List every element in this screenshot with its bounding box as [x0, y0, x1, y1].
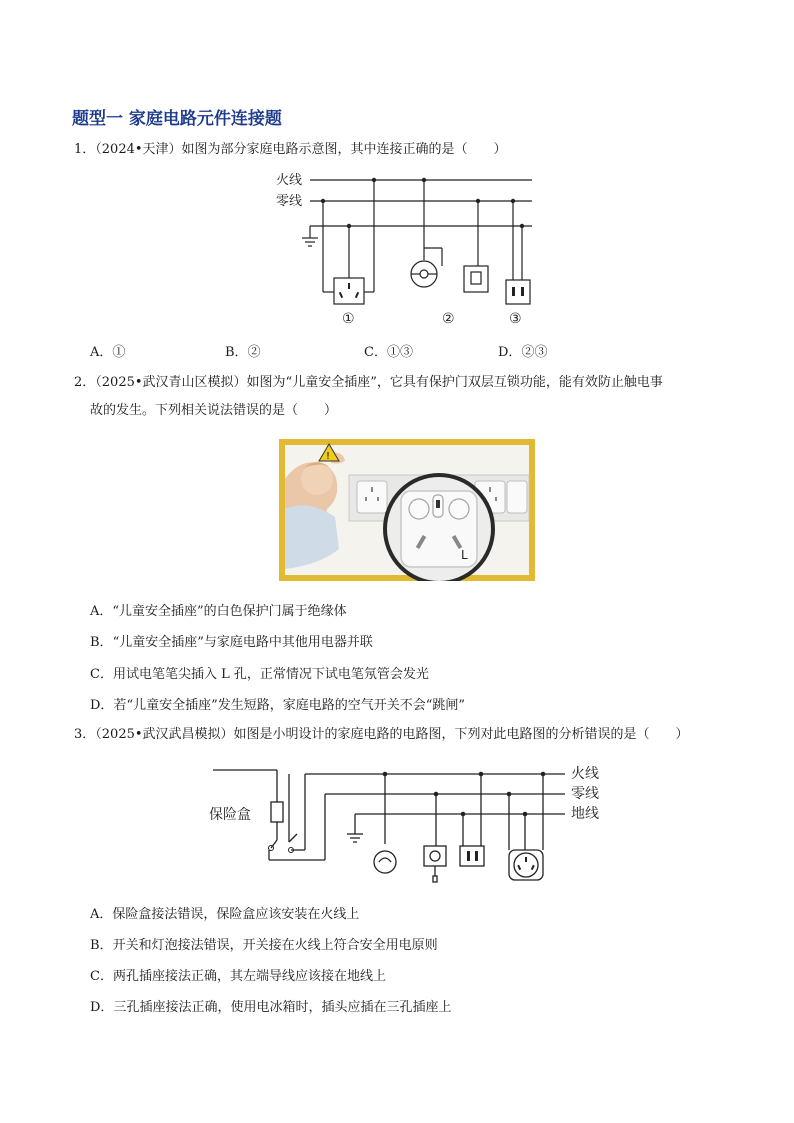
q2-option-b[interactable]: B．“儿童安全插座”与家庭电路中其他用电器并联: [90, 635, 373, 650]
q3-option-b[interactable]: B．开关和灯泡接法错误，开关接在火线上符合安全用电原则: [90, 938, 438, 953]
q2-option-d[interactable]: D．若“儿童安全插座”发生短路，家庭电路的空气开关不会“跳闸”: [90, 698, 466, 713]
q1-option-d[interactable]: D．②③: [498, 345, 548, 360]
pull-switch: [424, 846, 446, 866]
question-number: 3．: [74, 727, 96, 742]
q3-option-a[interactable]: A．保险盒接法错误，保险盒应该安装在火线上: [90, 907, 360, 922]
ground-wire-label: 地线: [571, 806, 599, 822]
q3-option-d[interactable]: D．三孔插座接法正确，使用电冰箱时，插头应插在三孔插座上: [90, 1000, 452, 1015]
svg-text:!: !: [326, 451, 331, 462]
question-text: 如图是小明设计的家庭电路的电路图，下列对此电路图的分析错误的是（ ）: [233, 727, 689, 742]
question-source: （2025•武汉青山区模拟）: [95, 375, 247, 390]
question-source: （2025•武汉武昌模拟）: [95, 727, 234, 742]
question-number: 2．: [74, 375, 96, 390]
section-title: 题型一 家庭电路元件连接题: [72, 109, 282, 129]
component-label-3: ③: [509, 311, 522, 327]
switch-box: [464, 266, 488, 292]
two-hole-socket: [460, 846, 484, 866]
question-number: 1．: [74, 142, 96, 157]
q3-circuit-diagram: [205, 758, 620, 888]
question-2-stem-cont: 故的发生。下列相关说法错误的是（ ）: [90, 403, 338, 418]
question-text: 如图为部分家庭电路示意图，其中连接正确的是（ ）: [181, 142, 507, 157]
live-wire-label: 火线: [571, 766, 599, 782]
component-label-1: ①: [342, 311, 355, 327]
question-3-stem: [74, 725, 689, 745]
q1-option-c[interactable]: C．①③: [364, 345, 413, 360]
three-hole-socket-1: [334, 278, 364, 304]
neutral-wire-label: 零线: [276, 194, 303, 209]
live-wire-label: 火线: [276, 173, 303, 188]
q2-option-c[interactable]: C．用试电笔笔尖插入 L 孔，正常情况下试电笔氖管会发光: [90, 667, 429, 682]
q3-option-c[interactable]: C．两孔插座接法正确，其左端导线应该接在地线上: [90, 969, 386, 984]
q1-option-b[interactable]: B．②: [225, 345, 261, 360]
q1-circuit-diagram: [270, 168, 545, 328]
q2-option-a[interactable]: A．“儿童安全插座”的白色保护门属于绝缘体: [90, 604, 347, 619]
socket-hole-label: L: [461, 548, 468, 562]
question-source: （2024•天津）: [95, 142, 182, 157]
question-2-stem: [74, 373, 663, 393]
child-safety-socket-photo: [279, 439, 535, 581]
question-text: 如图为“儿童安全插座”，它具有保护门双层互锁功能，能有效防止触电事: [246, 375, 663, 390]
fuse-box-label: 保险盒: [209, 807, 251, 823]
question-1-stem: [74, 140, 507, 160]
bulb-icon: [374, 851, 396, 873]
component-label-2: ②: [442, 311, 455, 327]
q1-option-a[interactable]: A．①: [90, 345, 126, 360]
fuse-box: [271, 802, 283, 822]
two-hole-socket: [506, 280, 530, 304]
neutral-wire-label: 零线: [571, 786, 599, 802]
